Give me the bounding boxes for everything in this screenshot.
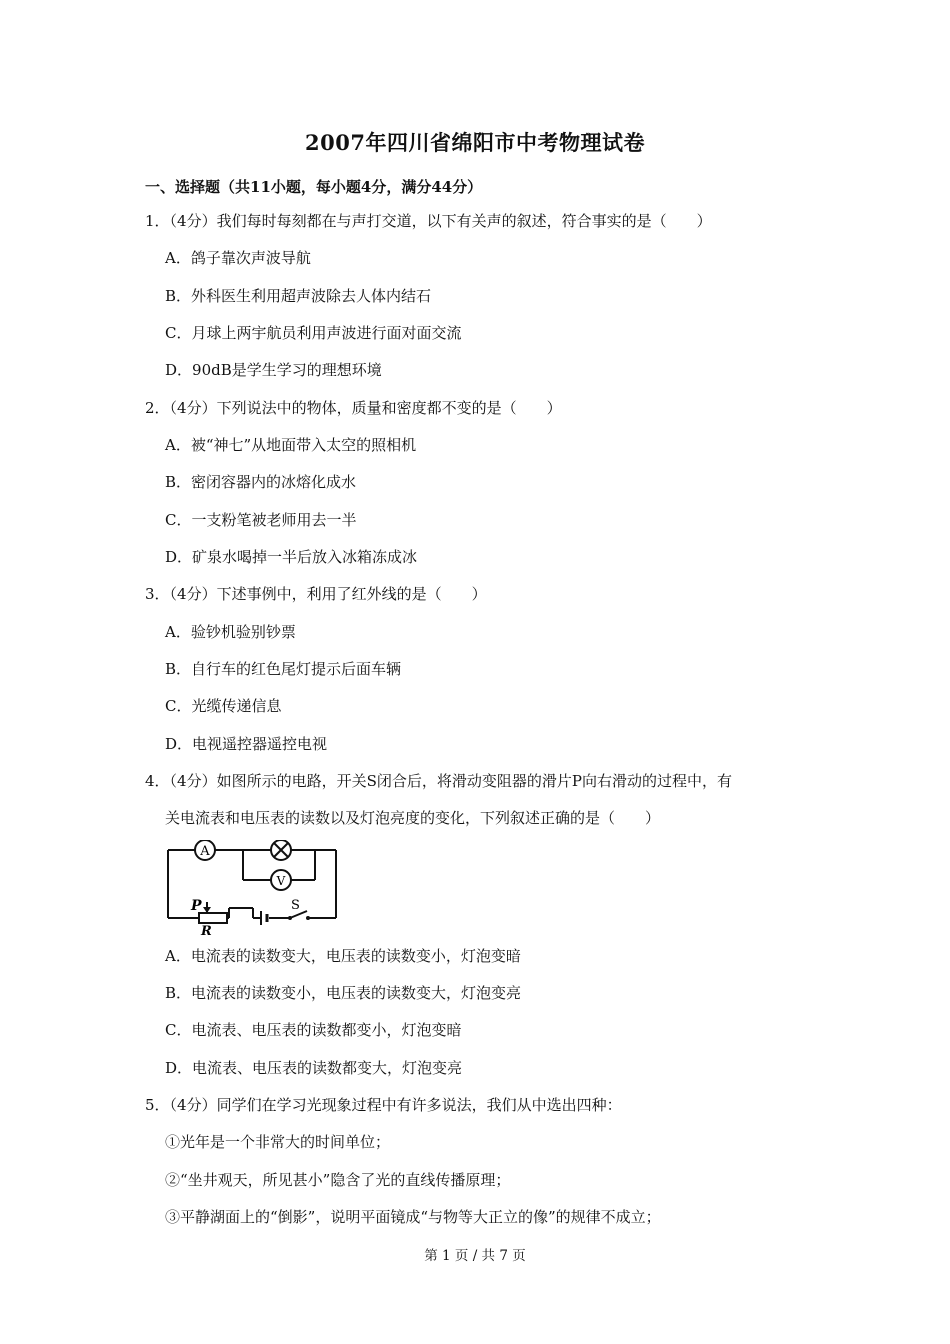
section-heading: 一、选择题（共11小题，每小题4分，满分44分） [145,178,483,196]
slider-label: P [191,898,202,914]
question-3-stem: 3．（4分）下述事例中，利用了红外线的是（ ） [145,585,487,603]
question-4-option-a: A．电流表的读数变大，电压表的读数变小，灯泡变暗 [165,947,521,965]
question-4-stem: 4．（4分）如图所示的电路，开关S闭合后，将滑动变阻器的滑片P向右滑动的过程中，有 [145,772,732,790]
question-4-option-d: D．电流表、电压表的读数都变大，灯泡变亮 [165,1059,463,1077]
question-3-option-b: B．自行车的红色尾灯提示后面车辆 [165,660,402,678]
page-footer: 第 1 页 / 共 7 页 [424,1248,526,1264]
question-1-option-a: A．鸽子靠次声波导航 [165,249,311,267]
page-title: 2007年四川省绵阳市中考物理试卷 [305,130,645,155]
question-2-stem: 2．（4分）下列说法中的物体，质量和密度都不变的是（ ） [145,399,562,417]
ammeter-label: A [200,844,210,859]
question-5-statement-2: ②“坐井观天，所见甚小”隐含了光的直线传播原理； [165,1171,511,1189]
question-3-option-c: C．光缆传递信息 [165,697,282,715]
voltmeter-label: V [276,874,286,888]
question-2-option-c: C．一支粉笔被老师用去一半 [165,511,357,529]
question-1-option-d: D．90dB是学生学习的理想环境 [165,361,382,379]
resistor-label: R [201,924,212,936]
question-2-option-a: A．被“神七”从地面带入太空的照相机 [165,436,417,454]
question-4-stem-continued: 关电流表和电压表的读数以及灯泡亮度的变化，下列叙述正确的是（ ） [165,809,661,827]
question-3-option-d: D．电视遥控器遥控电视 [165,735,328,753]
rheostat-symbol [199,913,227,923]
question-5-statement-3: ③平静湖面上的“倒影”，说明平面镜成“与物等大正立的像”的规律不成立； [165,1208,661,1226]
question-1-option-b: B．外科医生利用超声波除去人体内结石 [165,287,432,305]
question-4-option-b: B．电流表的读数变小，电压表的读数变大，灯泡变亮 [165,984,522,1002]
question-5-statement-1: ①光年是一个非常大的时间单位； [165,1133,391,1151]
switch-label: S [291,898,300,913]
question-1-stem: 1．（4分）我们每时每刻都在与声打交道，以下有关声的叙述，符合事实的是（ ） [145,212,712,230]
question-2-option-d: D．矿泉水喝掉一半后放入冰箱冻成冰 [165,548,418,566]
question-5-stem: 5．（4分）同学们在学习光现象过程中有许多说法，我们从中选出四种： [145,1096,622,1114]
circuit-diagram [163,840,343,936]
question-1-option-c: C．月球上两宇航员利用声波进行面对面交流 [165,324,462,342]
question-3-option-a: A．验钞机验别钞票 [165,623,296,641]
question-2-option-b: B．密闭容器内的冰熔化成水 [165,473,357,491]
question-4-option-c: C．电流表、电压表的读数都变小，灯泡变暗 [165,1021,462,1039]
